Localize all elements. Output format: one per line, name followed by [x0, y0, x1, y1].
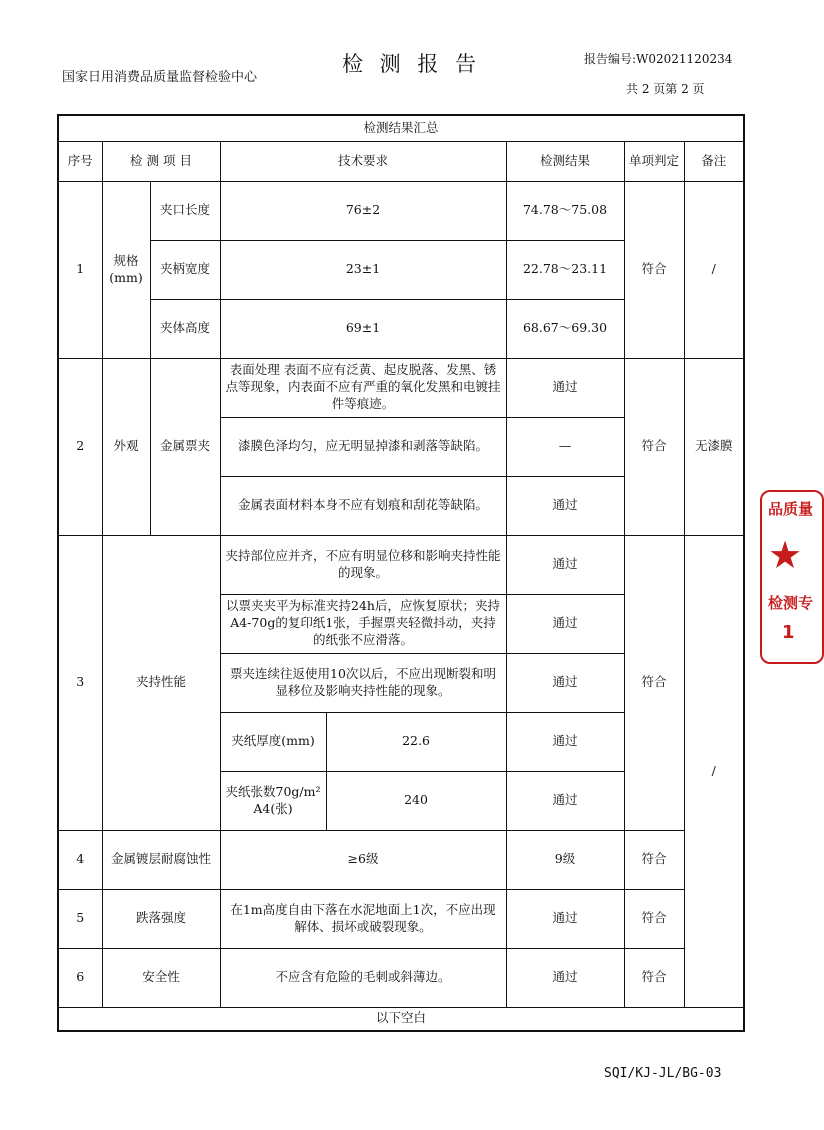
group-name: 外观 — [102, 358, 150, 535]
result: 通过 — [506, 358, 624, 417]
item-name: 安全性 — [102, 948, 220, 1007]
requirement: 23±1 — [220, 240, 506, 299]
stamp-text-top: 品质量 — [768, 500, 814, 518]
row-number: 1 — [58, 181, 102, 358]
item-name: 金属镀层耐腐蚀性 — [102, 830, 220, 889]
requirement: 69±1 — [220, 299, 506, 358]
stamp-text-middle: 检测专 — [768, 594, 814, 612]
group-name: 规格(mm) — [102, 181, 150, 358]
sub-label: 夹纸厚度(mm) — [220, 712, 326, 771]
row-number: 2 — [58, 358, 102, 535]
verdict: 符合 — [624, 948, 684, 1007]
requirement: 以票夹夹平为标准夹持24h后，应恢复原状；夹持A4-70g的复印纸1张，手握票夹轻微抖动，夹持的纸张不应滑落。 — [220, 594, 506, 653]
table-caption: 检测结果汇总 — [58, 115, 744, 141]
requirement: 76±2 — [220, 181, 506, 240]
sub-item: 夹口长度 — [150, 181, 220, 240]
requirement: 表面处理 表面不应有泛黄、起皮脱落、发黑、锈点等现象，内表面不应有严重的氧化发黑和电镀挂件等痕迹。 — [220, 358, 506, 417]
header-cell: 备注 — [684, 141, 744, 181]
org-name: 国家日用消费品质量监督检验中心 — [62, 70, 258, 85]
header-cell: 检测结果 — [506, 141, 624, 181]
header-cell: 单项判定 — [624, 141, 684, 181]
requirement: 在1m高度自由下落在水泥地面上1次，不应出现解体、损坏或破裂现象。 — [220, 889, 506, 948]
result: 通过 — [506, 476, 624, 535]
result: 22.78～23.11 — [506, 240, 624, 299]
table-row — [58, 181, 744, 240]
requirement: 夹持部位应并齐，不应有明显位移和影响夹持性能的现象。 — [220, 535, 506, 594]
result: 68.67～69.30 — [506, 299, 624, 358]
result: 通过 — [506, 712, 624, 771]
requirement: ≥6级 — [220, 830, 506, 889]
sub-item: 夹柄宽度 — [150, 240, 220, 299]
sub-item: 夹体高度 — [150, 299, 220, 358]
header-cell: 技术要求 — [220, 141, 506, 181]
result: 通过 — [506, 948, 624, 1007]
header-cell: 序号 — [58, 141, 102, 181]
requirement: 金属表面材料本身不应有划痕和刮花等缺陷。 — [220, 476, 506, 535]
verdict: 符合 — [624, 181, 684, 358]
remark: / — [684, 535, 744, 1007]
blank-note: 以下空白 — [58, 1007, 744, 1031]
sub-value: 240 — [326, 771, 506, 830]
sub-item: 金属票夹 — [150, 358, 220, 535]
row-number: 3 — [58, 535, 102, 830]
result: 74.78～75.08 — [506, 181, 624, 240]
results-table — [57, 114, 745, 1032]
table-row — [58, 358, 744, 417]
verdict: 符合 — [624, 889, 684, 948]
result: 通过 — [506, 889, 624, 948]
requirement: 票夹连续往返使用10次以后，不应出现断裂和明显移位及影响夹持性能的现象。 — [220, 653, 506, 712]
result: 通过 — [506, 771, 624, 830]
result: 通过 — [506, 594, 624, 653]
form-code: SQI/KJ-JL/BG-03 — [604, 1066, 722, 1081]
requirement: 漆膜色泽均匀，应无明显掉漆和剥落等缺陷。 — [220, 417, 506, 476]
row-number: 6 — [58, 948, 102, 1007]
page-count: 共 2 页第 2 页 — [626, 82, 705, 96]
row-number: 5 — [58, 889, 102, 948]
sub-value: 22.6 — [326, 712, 506, 771]
result: 9级 — [506, 830, 624, 889]
table-row — [58, 535, 744, 594]
group-name: 夹持性能 — [102, 535, 220, 830]
verdict: 符合 — [624, 535, 684, 830]
result: 通过 — [506, 653, 624, 712]
header-cell: 检 测 项 目 — [102, 141, 220, 181]
table-row — [58, 830, 744, 889]
red-seal-stamp — [760, 490, 824, 664]
remark: 无漆膜 — [684, 358, 744, 535]
header-row — [58, 141, 744, 181]
verdict: 符合 — [624, 830, 684, 889]
page-title: 检 测 报 告 — [342, 52, 482, 76]
result: 通过 — [506, 535, 624, 594]
remark: / — [684, 181, 744, 358]
star-icon: ★ — [768, 533, 803, 577]
result: — — [506, 417, 624, 476]
verdict: 符合 — [624, 358, 684, 535]
stamp-number: 1 — [782, 622, 795, 643]
sub-label: 夹纸张数70g/m² A4(张) — [220, 771, 326, 830]
table-row — [58, 889, 744, 948]
table-row — [58, 1007, 744, 1031]
requirement: 不应含有危险的毛刺或斜薄边。 — [220, 948, 506, 1007]
report-number: 报告编号:W02021120234 — [584, 52, 733, 66]
table-row — [58, 948, 744, 1007]
row-number: 4 — [58, 830, 102, 889]
item-name: 跌落强度 — [102, 889, 220, 948]
